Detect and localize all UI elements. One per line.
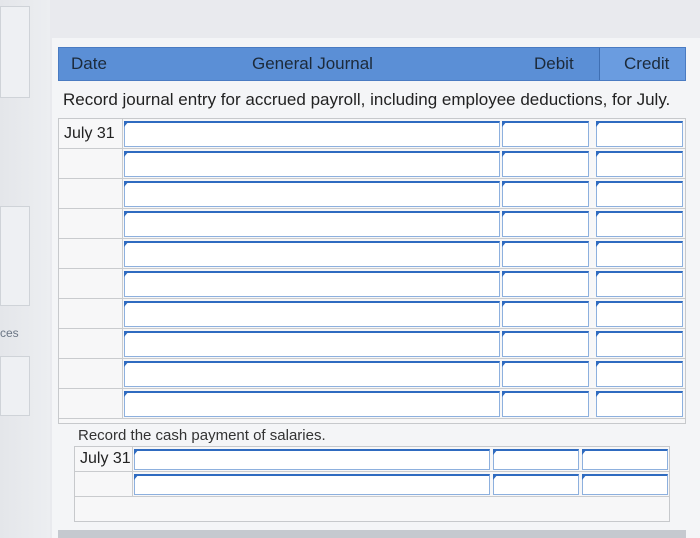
entry1-date-cell [59,329,123,358]
entry1-row [59,359,685,389]
bottom-scroll-edge [58,530,686,538]
entry1-row [59,119,685,149]
entry1-date-cell [59,389,123,418]
entry2-debit-input[interactable] [493,474,579,495]
entry1-credit-input[interactable] [596,241,683,267]
entry1-journal-grid [58,118,686,424]
entry1-credit-input[interactable] [596,301,683,327]
entry2-account-input[interactable] [134,474,490,495]
entry1-credit-input[interactable] [596,151,683,177]
entry2-credit-input[interactable] [582,449,668,470]
entry1-credit-input[interactable] [596,211,683,237]
entry1-account-input[interactable] [124,331,500,357]
header-date: Date [71,54,107,73]
entry1-debit-input[interactable] [502,211,589,237]
entry1-debit-input[interactable] [502,301,589,327]
entry2-date-cell [75,472,133,496]
entry2-row [75,447,669,472]
entry1-date-cell [59,179,123,208]
entry1-row [59,209,685,239]
entry1-credit-input[interactable] [596,121,683,147]
entry1-date-cell [59,119,123,148]
entry1-debit-input[interactable] [502,181,589,207]
entry1-debit-input[interactable] [502,331,589,357]
header-general-journal: General Journal [252,54,373,73]
entry1-account-input[interactable] [124,151,500,177]
entry1-account-input[interactable] [124,301,500,327]
journal-header [58,47,686,81]
entry2-row [75,472,669,497]
entry1-row [59,149,685,179]
entry2-date-cell [75,447,133,471]
entry2-credit-input[interactable] [582,474,668,495]
entry1-credit-input[interactable] [596,361,683,387]
entry2-account-input[interactable] [134,449,490,470]
left-panel-box [0,356,30,416]
entry1-credit-input[interactable] [596,271,683,297]
entry1-row [59,329,685,359]
entry1-date-cell [59,239,123,268]
entry1-debit-input[interactable] [502,391,589,417]
entry1-account-input[interactable] [124,361,500,387]
entry1-debit-input[interactable] [502,241,589,267]
header-debit: Debit [534,54,574,73]
entry1-row [59,269,685,299]
entry2-date-label: July 31 [80,450,131,467]
left-panel-box [0,6,30,98]
entry1-row [59,179,685,209]
left-panel-label: ces [0,326,19,340]
entry1-date-cell [59,359,123,388]
entry1-date-cell [59,149,123,178]
header-credit-cell [599,48,685,80]
entry1-account-input[interactable] [124,181,500,207]
entry1-credit-input[interactable] [596,181,683,207]
entry2-instruction: Record the cash payment of salaries. [78,427,326,444]
entry2-journal-grid [74,446,670,522]
entry1-account-input[interactable] [124,121,500,147]
entry1-date-cell [59,269,123,298]
entry1-credit-input[interactable] [596,331,683,357]
entry1-debit-input[interactable] [502,121,589,147]
entry1-instruction: Record journal entry for accrued payroll, including employee deductions, for July. [63,90,671,109]
entry1-date-label: July 31 [64,124,115,142]
entry2-debit-input[interactable] [493,449,579,470]
entry1-account-input[interactable] [124,271,500,297]
entry1-date-cell [59,299,123,328]
entry1-debit-input[interactable] [502,151,589,177]
left-panel-box [0,206,30,306]
entry1-debit-input[interactable] [502,361,589,387]
entry1-row [59,389,685,419]
entry1-date-cell [59,209,123,238]
entry1-credit-input[interactable] [596,391,683,417]
entry1-account-input[interactable] [124,391,500,417]
entry1-account-input[interactable] [124,211,500,237]
entry1-account-input[interactable] [124,241,500,267]
header-credit: Credit [624,54,670,73]
entry1-debit-input[interactable] [502,271,589,297]
entry1-row [59,239,685,269]
entry1-row [59,299,685,329]
